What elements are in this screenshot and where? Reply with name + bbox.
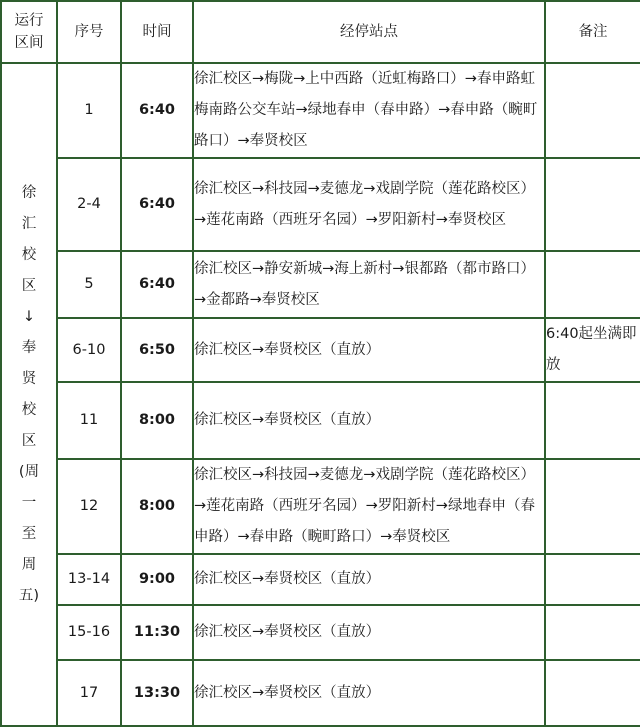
time-cell: 6:50: [121, 318, 193, 382]
time-cell: 8:00: [121, 382, 193, 459]
header-row: [1, 1, 640, 63]
note-cell: [545, 251, 640, 318]
table-row: [1, 459, 640, 554]
table-row: [1, 382, 640, 459]
note-cell: [545, 63, 640, 158]
stops-cell: 徐汇校区→奉贤校区（直放）: [193, 660, 545, 726]
region-cell: [1, 63, 57, 726]
stops-cell: 徐汇校区→科技园→麦德龙→戏剧学院（莲花路校区）→莲花南路（西班牙名园）→罗阳新村→绿地春申（春申路）→春申路（畹町路口）→奉贤校区: [193, 459, 545, 554]
seq-cell: 2-4: [57, 158, 121, 251]
note-cell: [545, 158, 640, 251]
note-cell: [545, 459, 640, 554]
time-cell: 8:00: [121, 459, 193, 554]
stops-cell: 徐汇校区→奉贤校区（直放）: [193, 605, 545, 660]
seq-cell: 6-10: [57, 318, 121, 382]
seq-cell: 11: [57, 382, 121, 459]
note-cell: [545, 554, 640, 605]
table-row: [1, 554, 640, 605]
table-row: [1, 660, 640, 726]
stops-cell: 徐汇校区→奉贤校区（直放）: [193, 382, 545, 459]
header-stops: 经停站点: [193, 1, 545, 63]
table-row: [1, 251, 640, 318]
seq-cell: 15-16: [57, 605, 121, 660]
table-row: [1, 63, 640, 158]
note-cell: [545, 605, 640, 660]
note-cell: [545, 382, 640, 459]
seq-cell: 12: [57, 459, 121, 554]
stops-cell: 徐汇校区→奉贤校区（直放）: [193, 318, 545, 382]
note-cell: 6:40起坐满即放: [545, 318, 640, 382]
header-seq: 序号: [57, 1, 121, 63]
header-region-text: 运行区间: [14, 13, 44, 51]
header-note: 备注: [545, 1, 640, 63]
stops-cell: 徐汇校区→梅陇→上中西路（近虹梅路口）→春申路虹梅南路公交车站→绿地春申（春申路）→春申路（畹町路口）→奉贤校区: [193, 63, 545, 158]
seq-cell: 13-14: [57, 554, 121, 605]
table-row: [1, 158, 640, 251]
stops-cell: 徐汇校区→奉贤校区（直放）: [193, 554, 545, 605]
time-cell: 13:30: [121, 660, 193, 726]
seq-cell: 5: [57, 251, 121, 318]
time-cell: 11:30: [121, 605, 193, 660]
note-cell: [545, 660, 640, 726]
header-time: 时间: [121, 1, 193, 63]
time-cell: 6:40: [121, 251, 193, 318]
seq-cell: 1: [57, 63, 121, 158]
seq-cell: 17: [57, 660, 121, 726]
table-row: [1, 605, 640, 660]
stops-cell: 徐汇校区→静安新城→海上新村→银都路（都市路口）→金都路→奉贤校区: [193, 251, 545, 318]
table-row: [1, 318, 640, 382]
stops-cell: 徐汇校区→科技园→麦德龙→戏剧学院（莲花路校区）→莲花南路（西班牙名园）→罗阳新村→奉贤校区: [193, 158, 545, 251]
region-label: 徐汇校区↓奉贤校区(周一至周五): [18, 184, 40, 604]
time-cell: 6:40: [121, 63, 193, 158]
time-cell: 6:40: [121, 158, 193, 251]
header-region: [1, 1, 57, 63]
time-cell: 9:00: [121, 554, 193, 605]
